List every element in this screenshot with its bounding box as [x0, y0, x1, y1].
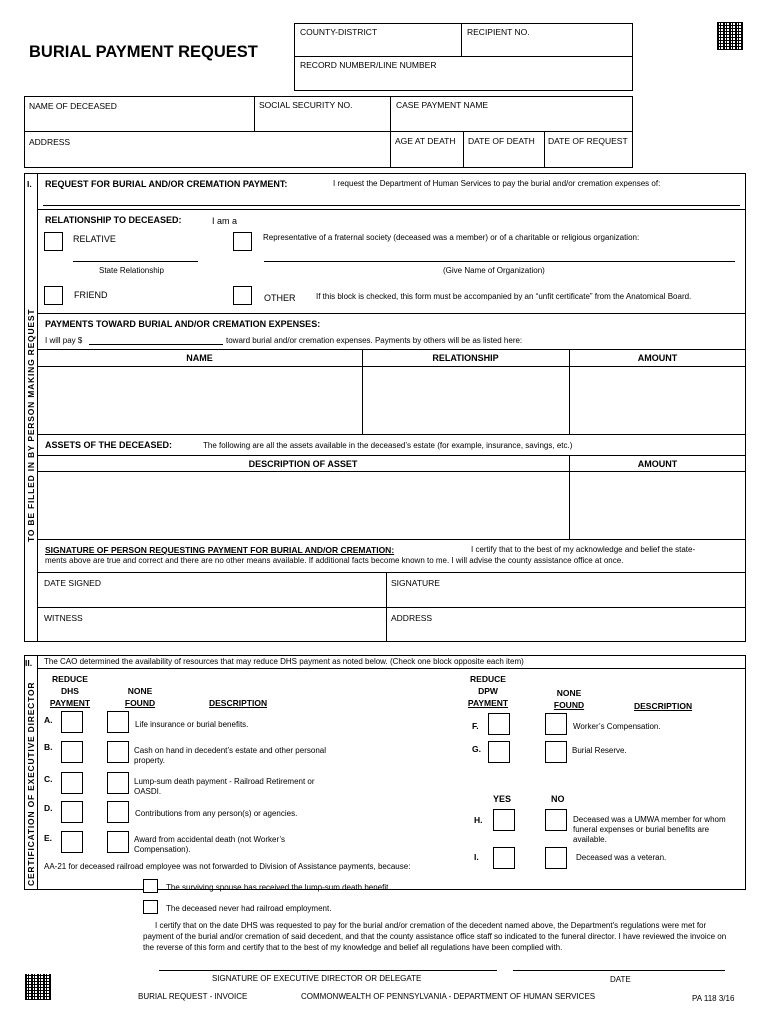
item-b-reduce-checkbox[interactable] [61, 741, 83, 763]
certify-text: I certify that on the date DHS was requested to pay for the burial and/or cremation of the decedent named above, the Department's regulations were met for payment of the burial and/or cremation of said decedent, and that the county assistance office staff so indicated to the funeral director. I have reviewed the invoice on the reverse of this form and certify that to the best of my knowledge and belief all regulations have been complied with. [143, 921, 727, 952]
item-c-desc: Lump-sum death payment - Railroad Retirement or OASDI. [134, 777, 315, 796]
item-a-reduce-checkbox[interactable] [61, 711, 83, 733]
section-2-intro: The CAO determined the availability of resources that may reduce DHS payment as noted below. (Check one block opposite each item) [44, 657, 524, 666]
aa21-text: AA-21 for deceased railroad employee was not forwarded to Division of Assistance payments, because: [44, 862, 411, 871]
friend-label: FRIEND [74, 290, 108, 300]
age-at-death-field[interactable]: AGE AT DEATH [395, 136, 456, 146]
date-signed-field[interactable]: DATE SIGNED [44, 578, 101, 588]
state-relationship-label: State Relationship [99, 266, 164, 275]
col-description-asset-header: DESCRIPTION OF ASSET [248, 459, 358, 469]
i-am-a-label: I am a [212, 216, 238, 226]
footer-invoice: BURIAL REQUEST - INVOICE [138, 992, 248, 1001]
item-e-letter: E. [44, 833, 53, 843]
qr-code-top-icon [717, 22, 743, 50]
reduce-dhs-header-1: REDUCE [52, 674, 88, 684]
item-i-letter: I. [474, 852, 479, 862]
item-d-none-checkbox[interactable] [107, 801, 129, 823]
item-g-letter: G. [472, 744, 481, 754]
none-found-right-2: FOUND [553, 700, 585, 710]
witness-field[interactable]: WITNESS [44, 613, 83, 623]
col-name-header: NAME [186, 353, 213, 363]
name-of-deceased-field[interactable]: NAME OF DECEASED [29, 101, 117, 111]
assets-title: ASSETS OF THE DECEASED: [45, 440, 173, 450]
item-g-reduce-checkbox[interactable] [488, 741, 510, 763]
footer-department: COMMONWEALTH OF PENNSYLVANIA - DEPARTMENT OF HUMAN SERVICES [301, 992, 596, 1001]
date-of-death-field[interactable]: DATE OF DEATH [468, 136, 535, 146]
item-d-desc: Contributions from any person(s) or agencies. [135, 809, 298, 818]
witness-address-field[interactable]: ADDRESS [391, 613, 433, 623]
item-a-desc: Life insurance or burial benefits. [135, 720, 249, 729]
form-title: BURIAL PAYMENT REQUEST [29, 43, 258, 61]
item-f-none-checkbox[interactable] [545, 713, 567, 735]
other-checkbox[interactable] [233, 286, 252, 305]
fraternal-checkbox[interactable] [233, 232, 252, 251]
deceased-name-line[interactable] [43, 205, 740, 206]
item-i-yes-checkbox[interactable] [493, 847, 515, 869]
relative-label: RELATIVE [73, 234, 116, 244]
reduce-dpw-header-3: PAYMENT [467, 698, 509, 708]
exec-signature-label: SIGNATURE OF EXECUTIVE DIRECTOR OR DELEGATE [212, 974, 422, 983]
section-2-side-label: CERTIFICATION OF EXECUTIVE DIRECTOR [26, 681, 36, 886]
description-header-right: DESCRIPTION [634, 701, 693, 711]
item-d-letter: D. [44, 803, 53, 813]
date-of-request-field[interactable]: DATE OF REQUEST [548, 136, 628, 146]
assets-text: The following are all the assets available in the deceased’s estate (for example, insurance, savings, etc.) [203, 441, 573, 450]
description-header-left: DESCRIPTION [209, 698, 268, 708]
item-c-none-checkbox[interactable] [107, 772, 129, 794]
signature-text-2: ments above are true and correct and there are no other means available. If additional facts become known to me. I will advise the county assistance office at once. [45, 556, 624, 565]
section-2-roman: II. [25, 658, 33, 668]
item-a-letter: A. [44, 715, 53, 725]
item-b-desc: Cash on hand in decedent’s estate and other personal property. [134, 746, 326, 765]
payments-table-row[interactable] [38, 367, 362, 433]
item-b-none-checkbox[interactable] [107, 741, 129, 763]
item-e-desc: Award from accidental death (not Worker’s Compensation). [134, 835, 286, 854]
col-amount-header: AMOUNT [637, 353, 678, 363]
will-pay-suffix: toward burial and/or cremation expenses. Payments by others will be as listed here: [226, 336, 523, 345]
request-text: I request the Department of Human Services to pay the burial and/or cremation expenses of: [333, 179, 661, 188]
col-relationship-header: RELATIONSHIP [432, 353, 499, 363]
item-f-letter: F. [472, 721, 479, 731]
section-1-side-label: TO BE FILLED IN BY PERSON MAKING REQUEST [26, 308, 36, 542]
will-pay-prefix: I will pay $ [45, 336, 83, 345]
relationship-title: RELATIONSHIP TO DECEASED: [45, 215, 182, 225]
assets-table-row[interactable] [38, 472, 569, 538]
fraternal-label: Representative of a fraternal society (deceased was a member) or of a charitable or religious organization: [263, 233, 640, 242]
item-g-desc: Burial Reserve. [572, 746, 627, 755]
none-found-header-2: FOUND [124, 698, 156, 708]
signature-field[interactable]: SIGNATURE [391, 578, 440, 588]
exec-signature-line[interactable] [159, 970, 497, 971]
none-found-header-1: NONE [127, 686, 153, 696]
item-h-letter: H. [474, 815, 483, 825]
request-title: REQUEST FOR BURIAL AND/OR CREMATION PAYMENT: [45, 179, 288, 189]
item-f-reduce-checkbox[interactable] [488, 713, 510, 735]
address-field[interactable]: ADDRESS [29, 137, 71, 147]
footer-form-number: PA 118 3/16 [692, 994, 735, 1003]
item-e-none-checkbox[interactable] [107, 831, 129, 853]
will-pay-amount-line[interactable] [89, 344, 223, 345]
section-1-roman: I. [27, 179, 32, 189]
exec-date-label: DATE [610, 975, 631, 984]
item-f-desc: Worker’s Compensation. [573, 722, 661, 731]
item-c-letter: C. [44, 774, 53, 784]
item-c-reduce-checkbox[interactable] [61, 772, 83, 794]
signature-title: SIGNATURE OF PERSON REQUESTING PAYMENT FOR BURIAL AND/OR CREMATION: [45, 545, 395, 555]
item-h-no-checkbox[interactable] [545, 809, 567, 831]
record-number-field[interactable]: RECORD NUMBER/LINE NUMBER [300, 60, 437, 70]
yes-header: YES [493, 794, 512, 804]
item-e-reduce-checkbox[interactable] [61, 831, 83, 853]
item-d-reduce-checkbox[interactable] [61, 801, 83, 823]
item-g-none-checkbox[interactable] [545, 741, 567, 763]
no-header: NO [551, 794, 565, 804]
item-h-desc: Deceased was a UMWA member for whom funeral expenses or burial benefits are available. [573, 815, 726, 844]
friend-checkbox[interactable] [44, 286, 63, 305]
item-h-yes-checkbox[interactable] [493, 809, 515, 831]
item-i-no-checkbox[interactable] [545, 847, 567, 869]
item-a-none-checkbox[interactable] [107, 711, 129, 733]
payments-title: PAYMENTS TOWARD BURIAL AND/OR CREMATION EXPENSES: [45, 319, 321, 329]
organization-name-line[interactable] [264, 261, 735, 262]
signature-text-1: I certify that to the best of my acknowledge and belief the state- [471, 545, 696, 554]
no-railroad-checkbox[interactable] [143, 900, 158, 914]
state-relationship-line[interactable] [73, 261, 198, 262]
other-label: OTHER [264, 293, 296, 303]
col-amount2-header: AMOUNT [637, 459, 678, 469]
spouse-checkbox[interactable] [143, 879, 158, 893]
relative-checkbox[interactable] [44, 232, 63, 251]
exec-date-line[interactable] [513, 970, 725, 971]
reduce-dpw-header-2: DPW [478, 686, 498, 696]
no-railroad-text: The deceased never had railroad employment. [166, 904, 332, 913]
ssn-field[interactable]: SOCIAL SECURITY NO. [259, 100, 353, 110]
reduce-dhs-header-2: DHS [61, 686, 79, 696]
qr-code-bottom-icon [25, 974, 51, 1000]
reduce-dhs-header-3: PAYMENT [49, 698, 91, 708]
item-b-letter: B. [44, 742, 53, 752]
recipient-no-field[interactable]: RECIPIENT NO. [467, 27, 530, 37]
spouse-text: The surviving spouse has received the lump-sum death benefit. [166, 883, 391, 892]
other-note: If this block is checked, this form must be accompanied by an “unfit certificate” from the Anatomical Board. [316, 292, 692, 301]
county-district-field[interactable]: COUNTY-DISTRICT [300, 27, 378, 37]
none-found-right-1: NONE [556, 688, 582, 698]
give-name-org-label: (Give Name of Organization) [443, 266, 545, 275]
case-payment-name-field[interactable]: CASE PAYMENT NAME [396, 100, 489, 110]
item-i-desc: Deceased was a veteran. [576, 853, 667, 862]
reduce-dpw-header-1: REDUCE [470, 674, 506, 684]
